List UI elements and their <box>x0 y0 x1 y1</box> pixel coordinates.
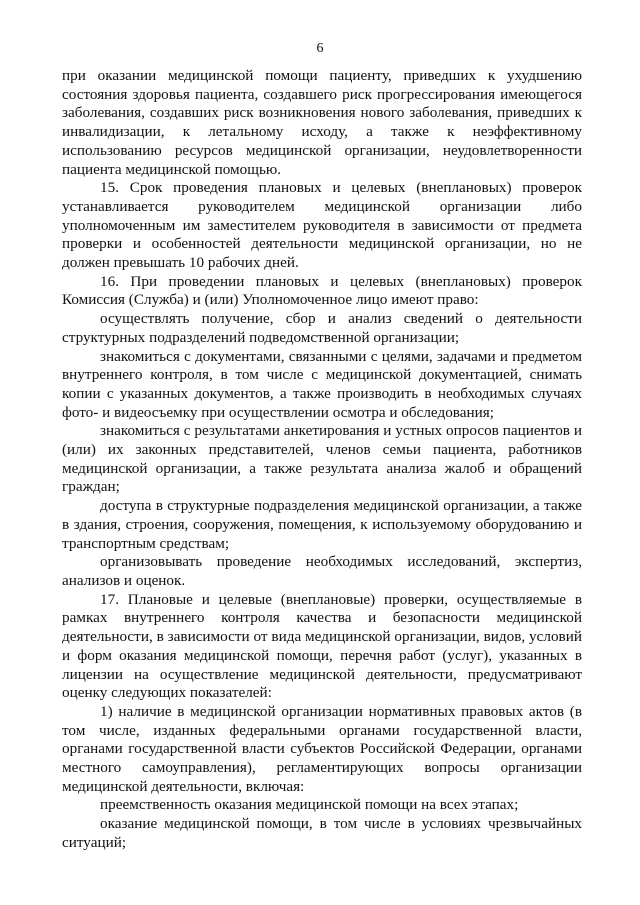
subitem-1: 1) наличие в медицинской организации нормативных правовых актов (в том числе, изданных федеральными органами государственной власти, органами государственной власти субъектов Российской Федерации, органами местного самоуправления), регламентирующих вопросы организации медицинской деятельности, включая: <box>62 702 582 795</box>
list-item: знакомиться с документами, связанными с целями, задачами и предметом внутреннего контроля, в том числе с медицинской документацией, снимать копии с указанных документов, а также производить в необходимых случаях фото- и видеосъемку при осуществлении осмотра и обследования; <box>62 347 582 421</box>
list-item: организовывать проведение необходимых исследований, экспертиз, анализов и оценок. <box>62 553 582 589</box>
list-item: доступа в структурные подразделения медицинской организации, а также в здания, строения, сооружения, помещения, к используемому оборудованию и транспортным средствам; <box>62 497 582 552</box>
list-item: преемственность оказания медицинской помощи на всех этапах; <box>100 796 519 814</box>
list-item: осуществлять получение, сбор и анализ сведений о деятельности структурных подразделений подведомственной организации; <box>62 310 582 346</box>
page-number: 6 <box>316 41 324 56</box>
paragraph-16: 16. При проведении плановых и целевых (внеплановых) проверок Комиссия (Служба) и (или) Уполномоченное лицо имеют право: <box>62 272 582 309</box>
document-body <box>62 67 582 853</box>
paragraph-15: 15. Срок проведения плановых и целевых (внеплановых) проверок устанавливается руководителем медицинской организации либо уполномоченным им заместителем руководителя в зависимости от предмета проверки и особенностей деятельности медицинской организации, но не должен превышать 10 рабочих дней. <box>62 179 582 272</box>
paragraph-17: 17. Плановые и целевые (внеплановые) проверки, осуществляемые в рамках внутреннего контроля качества и безопасности медицинской деятельности, в зависимости от вида медицинской организации, видов, условий и форм оказания медицинской помощи, перечня работ (услуг), указанных в лицензии на осуществление медицинской деятельности, предусматривают оценку следующих показателей: <box>62 590 582 702</box>
paragraph: при оказании медицинской помощи пациенту, приведших к ухудшению состояния здоровья пациента, создавшего риск прогрессирования имеющегося заболевания, создавших риск возникновения нового заболевания, приведших к инвалидизации, к летальному исходу, а также к неэффективному использованию ресурсов медицинской организации, неудовлетворенности пациента медицинской помощью. <box>62 67 582 178</box>
list-item: знакомиться с результатами анкетирования и устных опросов пациентов и (или) их законных представителей, членов семьи пациента, работников медицинской организации, а также результата анализа жалоб и обращений граждан; <box>62 422 582 496</box>
list-item: оказание медицинской помощи, в том числе в условиях чрезвычайных ситуаций; <box>62 815 582 851</box>
